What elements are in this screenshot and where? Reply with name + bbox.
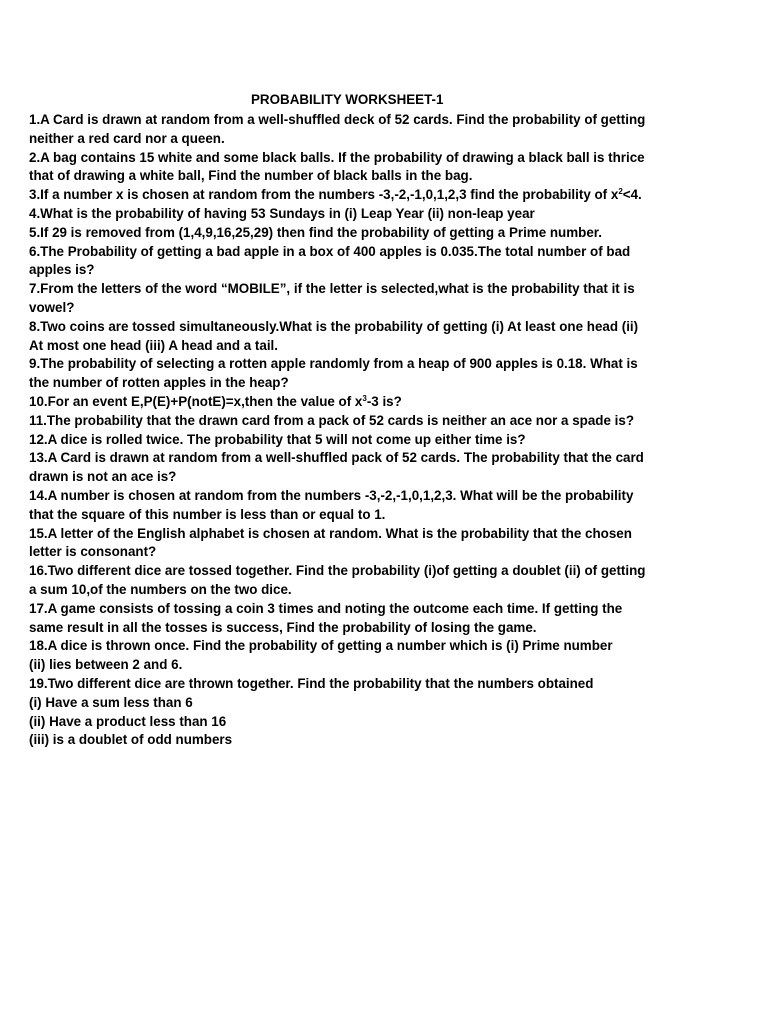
- text-line: 2.A bag contains 15 white and some black balls. If the probability of drawing a black ball is thrice: [29, 149, 645, 165]
- text-line: [29, 186, 744, 205]
- text-line: 15.A letter of the English alphabet is chosen at random. What is the probability that the chosen: [29, 525, 632, 541]
- text-line: the number of rotten apples in the heap?: [29, 375, 289, 391]
- text-line: that of drawing a white ball, Find the number of black balls in the bag.: [29, 168, 473, 184]
- text-line: (ii) lies between 2 and 6.: [29, 657, 183, 673]
- text-line: 13.A Card is drawn at random from a well-shuffled pack of 52 cards. The probability that the card: [29, 450, 644, 466]
- exponent: 3: [362, 393, 367, 403]
- text-line: 11.The probability that the drawn card from a pack of 52 cards is neither an ace nor a spade is?: [29, 412, 634, 428]
- worksheet-title: PROBABILITY WORKSHEET-1: [251, 92, 444, 107]
- text-line: 1.A Card is drawn at random from a well-shuffled deck of 52 cards. Find the probability of getting: [29, 112, 646, 127]
- text-line: [29, 393, 744, 412]
- text-line: (iii) is a doublet of odd numbers: [29, 732, 233, 748]
- text-line: 18.A dice is thrown once. Find the probability of getting a number which is (i) Prime number: [29, 638, 613, 654]
- text-line: a sum 10,of the numbers on the two dice.: [29, 581, 292, 597]
- text-line: apples is?: [29, 262, 95, 278]
- text-line: At most one head (iii) A head and a tail.: [29, 337, 278, 353]
- text-segment: <4.: [622, 187, 642, 203]
- text-segment: -3 is?: [366, 393, 402, 409]
- text-line: 19.Two different dice are thrown together. Find the probability that the numbers obtained: [29, 675, 594, 691]
- text-line: drawn is not an ace is?: [29, 469, 177, 485]
- text-line: 16.Two different dice are tossed together. Find the probability (i)of getting a doublet (ii) of getting: [29, 563, 646, 579]
- text-line: (ii) Have a product less than 16: [29, 713, 227, 729]
- text-segment: 3.If a number x is chosen at random from the numbers -3,-2,-1,0,1,2,3 find the probability of x: [29, 187, 619, 203]
- text-line: letter is consonant?: [29, 544, 157, 560]
- text-line: 14.A number is chosen at random from the numbers -3,-2,-1,0,1,2,3. What will be the probability: [29, 487, 634, 503]
- text-segment: 10.For an event E,P(E)+P(notE)=x,then the value of x: [29, 393, 363, 409]
- text-line: (i) Have a sum less than 6: [29, 694, 193, 710]
- exponent: 2: [618, 187, 623, 197]
- text-line: 7.From the letters of the word “MOBILE”, if the letter is selected,what is the probability that it is: [29, 281, 635, 297]
- text-line: neither a red card nor a queen.: [29, 130, 225, 146]
- text-line: that the square of this number is less than or equal to 1.: [29, 506, 386, 522]
- text-line: 12.A dice is rolled twice. The probability that 5 will not come up either time is?: [29, 431, 526, 447]
- text-line: 5.If 29 is removed from (1,4,9,16,25,29) then find the probability of getting a Prime number.: [29, 224, 602, 240]
- text-line: same result in all the tosses is success, Find the probability of losing the game.: [29, 619, 537, 635]
- text-line: 17.A game consists of tossing a coin 3 times and noting the outcome each time. If getting the: [29, 600, 623, 616]
- text-line: 4.What is the probability of having 53 Sundays in (i) Leap Year (ii) non-leap year: [29, 205, 535, 221]
- text-line: 8.Two coins are tossed simultaneously.What is the probability of getting (i) At least one head (ii): [29, 318, 639, 334]
- worksheet-questions: [29, 111, 744, 750]
- text-line: 9.The probability of selecting a rotten apple randomly from a heap of 900 apples is 0.18. What is: [29, 356, 638, 372]
- text-line: vowel?: [29, 299, 75, 315]
- text-line: 6.The Probability of getting a bad apple in a box of 400 apples is 0.035.The total number of bad: [29, 243, 631, 259]
